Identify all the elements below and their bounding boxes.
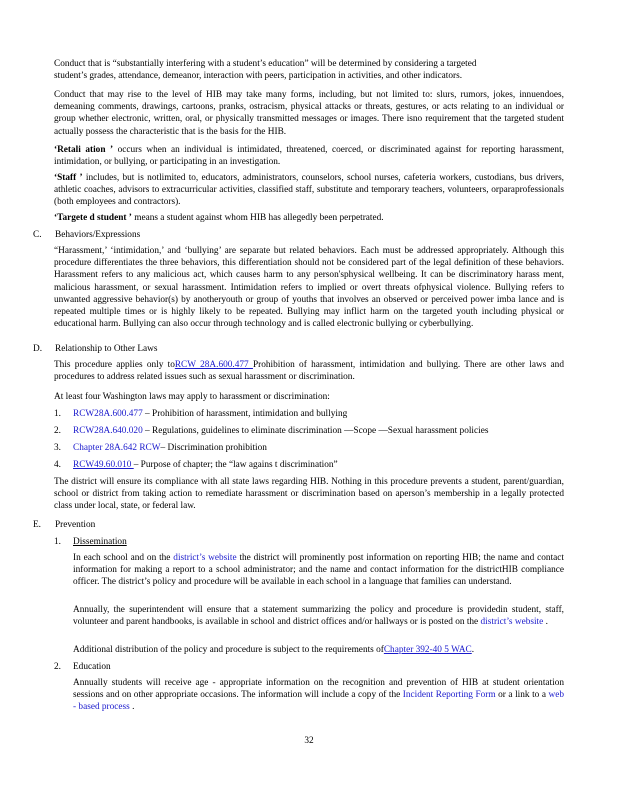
dissemination-number: 1. [54,537,61,547]
section-d-paragraph-2: At least four Washington laws may apply to harassment or discrimination: [54,392,330,402]
section-e-title: Prevention [55,520,96,530]
education-text-end: . [129,702,135,713]
section-c-label: C. [33,230,42,240]
law-item-text: – Purpose of chapter; the “law agains t discrimination” [133,460,338,470]
dissemination-p2-rest: . [543,617,548,628]
dissemination-paragraph-2 [73,604,564,628]
law-item-number: 3. [54,443,61,453]
section-d-title: Relationship to Other Laws [55,344,158,354]
targeted-student-term: ‘Targete d student ’ [54,213,132,223]
education-title: Education [73,662,111,672]
dissemination-p1-rest: the district will prominently post information on reporting HIB; the name and contact information for making a report to a school administrator; and the name and contact information for the districtHIB compliance officer. The district’s policy and procedure will be available in each school in a language that families can understand. [73,553,564,588]
retaliation-definition [54,144,564,168]
dissemination-paragraph-3 [73,644,564,656]
education-number: 2. [54,662,61,672]
section-d-label: D. [33,344,43,354]
law-list-item [54,442,564,454]
conduct-line-1: Conduct that is “substantially interfering with a student’s education” will be determined by considering a targeted [54,59,477,69]
law-item-number: 4. [54,460,61,470]
incident-reporting-form-link[interactable]: Incident Reporting Form [402,690,496,701]
conduct-line-2: student’s grades, attendance, demeanor, interaction with peers, participation in activities, and other indicators. [54,71,463,82]
staff-term: ‘Staff ’ [54,173,83,183]
section-d-paragraph-3: The district will ensure its compliance with all state laws regarding HIB. Nothing in this procedure prevents a student, parent/guardian, school or district from taking action to remediate harassment or discrimination based on aperson’s membership in a legally protected class under local, state, or federal law. [54,477,564,512]
law-item-text: – Discrimination prohibition [160,443,267,453]
page-number: 32 [304,736,314,746]
law-item-link[interactable]: Chapter 28A.642 RCW [73,443,161,453]
retaliation-text: occurs when an individual is intimidated, threatened, coerced, or discriminated against for reporting harassment, intimidation, or bullying, or participating in an investigation. [54,145,564,168]
conduct-interfering-paragraph [54,58,564,82]
rcw-28a-600-477-link[interactable]: RCW 28A.600.477 [174,360,253,370]
law-item-link[interactable]: RCW28A.640.020 [73,426,143,436]
law-item-text: – Regulations, guidelines to eliminate discrimination —Scope —Sexual harassment policies [142,426,489,436]
section-d-p1-text: This procedure applies only to [54,360,175,370]
conduct-forms-paragraph: Conduct that may rise to the level of HIB may take many forms, including, but not limited to: slurs, rumors, jokes, innuendoes, demeaning comments, drawings, cartoons, pranks, ostracism, physical attacks or threats, gestures, or acts relating to an individual or group whether electronic, written, oral, or physically transmitted messages or images. There isno requirement that the targeted student actually possess the characteristic that is the basis for the HIB. [54,90,564,137]
dissemination-p3-rest: . [471,645,475,655]
law-item-number: 2. [54,426,61,436]
dissemination-p3-text: Additional distribution of the policy and procedure is subject to the requirements of [73,645,384,655]
staff-text: includes, but is notlimited to, educators, administrators, counselors, school nurses, cafeteria workers, custodians, bus drivers, athletic coaches, advisors to extracurricular activities, classified staff, substitute and temporary teachers, volunteers, orparaprofessionals (both employees and contractors). [54,173,565,208]
law-list-item [54,408,564,420]
education-text: Annually students will receive age - appropriate information on the recognition and prevention of HIB at student orientation sessions and on other appropriate occasions. The information will include a copy of the [73,678,564,701]
dissemination-title: Dissemination [73,537,127,547]
law-item-text: – Prohibition of harassment, intimidation and bullying [142,409,348,419]
education-text-mid: or a link to a [495,690,549,701]
section-d-paragraph-1 [54,359,564,383]
education-heading [54,661,564,673]
section-c-body: “Harassment,’ ‘intimidation,’ and ‘bullying’ are separate but related behaviors. Each must be addressed appropriately. Although this procedure differentiates the three behaviors, this differentiation should not be considered part of the legal definition of these behaviors. Harassment refers to any malicious act, which causes harm to any person'sphysical wellbeing. It can be discriminatory harass ment, malicious harassment, or sexual harassment. Intimidation refers to implied or overt threats ofphysical violence. Bullying refers to unwanted aggressive behavior(s) by anotheryouth or group of youths that involves an observed or perceived power imba lance and is repeated multiple times or is highly likely to be repeated. Bullying may inflict harm on the targeted youth including physical or educational harm. Bullying can also occur through technology and is called electronic bullying or cyberbullying. [54,246,564,330]
law-list-item [54,425,564,437]
staff-definition [54,172,564,209]
section-c-title: Behaviors/Expressions [55,230,141,240]
district-website-link[interactable]: district’s website [173,553,237,563]
dissemination-paragraph-1 [73,552,564,589]
targeted-student-text: means a student against whom HIB has allegedly been perpetrated. [131,213,384,223]
web-based-process-link[interactable]: web - based process [73,690,564,713]
section-d-heading [33,343,553,355]
law-item-number: 1. [54,409,61,419]
chapter-392-405-wac-link[interactable]: Chapter 392-40 5 WAC [383,645,472,655]
section-d-p1-rest: Prohibition of harassment, intimidation and bullying. There are other laws and procedures to address related issues such as sexual harassment or discrimination. [54,360,564,383]
dissemination-p2-text: Annually, the superintendent will ensure that a statement summarizing the policy and procedure is providedin student, staff, volunteer and parent handbooks, is available in school and district offices and/or hallways or is posted on the [73,605,564,628]
section-e-heading [33,519,553,531]
district-website-link[interactable]: district’s website [480,617,544,628]
dissemination-p1-text: In each school and on the [73,553,174,563]
law-list-item [54,459,564,471]
law-item-link[interactable]: RCW49.60.010 [73,460,134,470]
education-paragraph [73,677,564,714]
retaliation-term: ‘Retali ation ’ [54,145,114,155]
section-c-heading [33,229,553,241]
section-e-label: E. [33,520,42,530]
targeted-student-definition [54,212,564,224]
law-item-link[interactable]: RCW28A.600.477 [73,409,143,419]
dissemination-heading [54,536,564,548]
